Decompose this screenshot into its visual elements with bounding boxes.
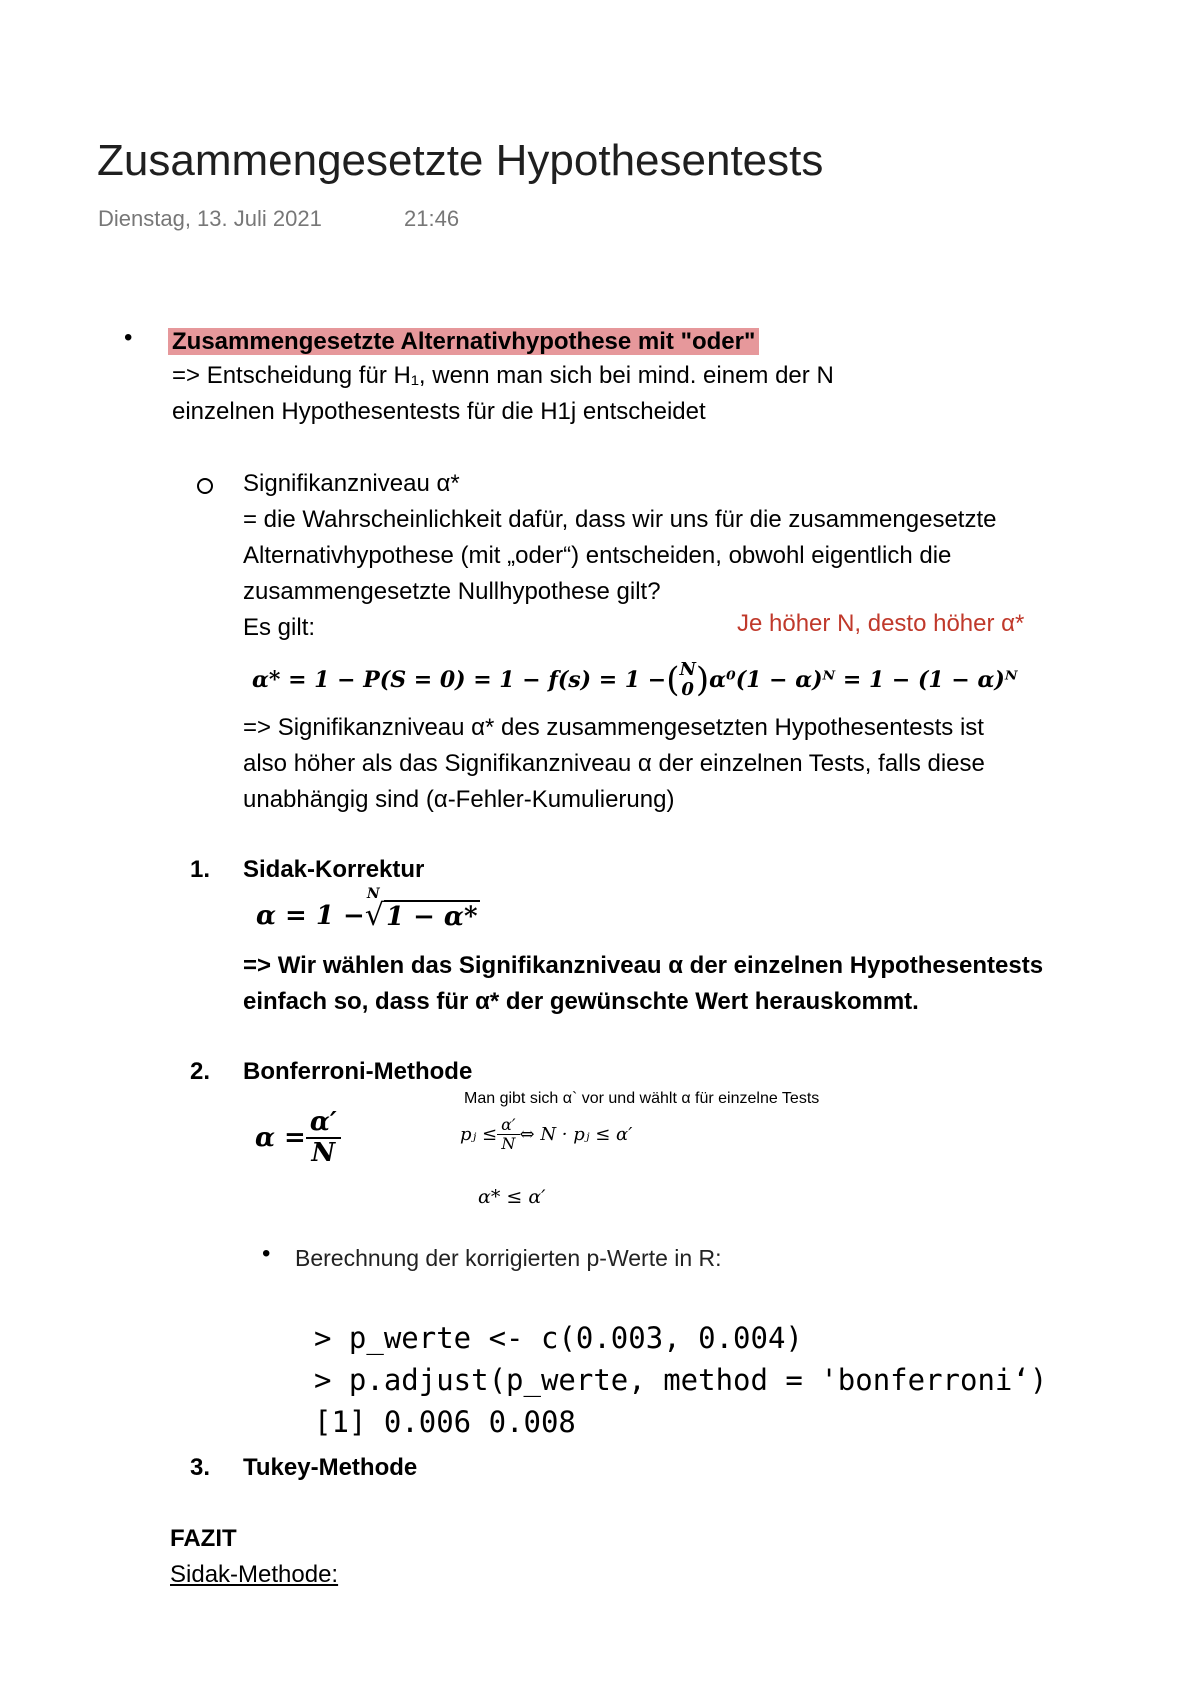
formula-part-a: α* = 1 − P(S = 0) = 1 − f(s) = 1 −: [252, 667, 667, 693]
condition-fraction: [497, 1116, 519, 1152]
conclusion-line-1: => Signifikanzniveau α* des zusammengesetzten Hypothesentests ist: [243, 714, 984, 741]
root-index: N: [366, 886, 380, 902]
sidak-text-2: einfach so, dass für α* der gewünschte Wert herauskommt.: [243, 988, 919, 1015]
page-time: 21:46: [404, 206, 460, 231]
radicand: 1 − α*: [385, 901, 478, 932]
code-line-1: > p_werte <- c(0.003, 0.004): [314, 1321, 803, 1355]
sub-label: Signifikanzniveau α*: [243, 470, 460, 497]
bonferroni-formula-lhs: α =: [255, 1122, 306, 1153]
definition-line-1: = die Wahrscheinlichkeit dafür, dass wir uns für die zusammengesetzte: [243, 506, 997, 533]
list-number-1: 1.: [190, 856, 211, 883]
definition-line-3: zusammengesetzte Nullhypothese gilt?: [243, 578, 661, 605]
fazit-heading: FAZIT: [170, 1525, 237, 1552]
radical-icon: √: [364, 898, 384, 933]
es-gilt-label: Es gilt:: [243, 614, 316, 641]
code-line-3: [1] 0.006 0.008: [314, 1405, 576, 1439]
conclusion-line-3: unabhängig sind (α-Fehler-Kumulierung): [243, 786, 675, 813]
list-number-3: 3.: [190, 1454, 211, 1481]
bonferroni-condition: [460, 1116, 632, 1152]
sidak-text-1: => Wir wählen das Signifikanzniveau α der einzelnen Hypothesentests: [243, 952, 1044, 979]
red-note: Je höher N, desto höher α*: [737, 610, 1025, 637]
bonferroni-side-note: Man gibt sich α` vor und wählt α für einzelne Tests: [464, 1090, 820, 1107]
fraction-denominator: N: [311, 1137, 336, 1168]
bonferroni-fraction: [306, 1108, 341, 1167]
r-code-block: [314, 1317, 1047, 1443]
circle-bullet-icon: [197, 478, 213, 494]
conclusion-line-2: also höher als das Signifikanzniveau α der einzelnen Tests, falls diese: [243, 750, 985, 777]
r-bullet-text: Berechnung der korrigierten p-Werte in R:: [295, 1245, 722, 1271]
alpha-star-formula: [252, 660, 1018, 700]
section-heading-text: Zusammengesetzte Alternativhypothese mit "oder": [168, 328, 759, 355]
section-line-2: einzelnen Hypothesentests für die H1j entscheidet: [172, 398, 706, 425]
definition-line-2: Alternativhypothese (mit „oder“) entscheiden, obwohl eigentlich die: [243, 542, 952, 569]
fazit-sidak: Sidak-Methode:: [170, 1561, 339, 1588]
page-title: Zusammengesetzte Hypothesentests: [97, 136, 824, 185]
fraction-numerator: α′: [306, 1108, 341, 1139]
paren-right-icon: ): [695, 660, 710, 700]
page-date: Dienstag, 13. Juli 2021: [98, 206, 322, 231]
nth-root: [364, 886, 480, 933]
sub-bullet-icon: •: [262, 1240, 271, 1267]
binomial-coefficient: [679, 660, 695, 700]
paren-left-icon: (: [666, 660, 680, 700]
bullet-icon: •: [124, 324, 133, 351]
alpha-inequality: α* ≤ α′: [478, 1186, 546, 1208]
sidak-formula: [256, 886, 480, 933]
condition-numerator: α′: [497, 1116, 519, 1135]
section-heading: [168, 324, 759, 360]
binom-bottom: 0: [681, 679, 694, 700]
sidak-label: Sidak-Korrektur: [243, 856, 425, 883]
tukey-label: Tukey-Methode: [243, 1454, 418, 1481]
sidak-formula-lhs: α = 1 −: [256, 900, 365, 931]
section-line-1: => Entscheidung für H₁, wenn man sich bei mind. einem der N: [172, 362, 834, 389]
code-line-2: > p.adjust(p_werte, method = 'bonferroni‘): [314, 1363, 1048, 1397]
binom-top: N: [679, 659, 696, 680]
list-number-2: 2.: [190, 1058, 211, 1085]
bonferroni-formula: [255, 1108, 341, 1167]
formula-part-b: α⁰(1 − α)ᴺ = 1 − (1 − α)ᴺ: [709, 667, 1018, 693]
condition-lhs: pⱼ ≤: [460, 1123, 498, 1145]
condition-denominator: N: [501, 1133, 516, 1153]
condition-rhs: ⇔ N · pⱼ ≤ α′: [519, 1123, 633, 1145]
bonferroni-label: Bonferroni-Methode: [243, 1058, 473, 1085]
